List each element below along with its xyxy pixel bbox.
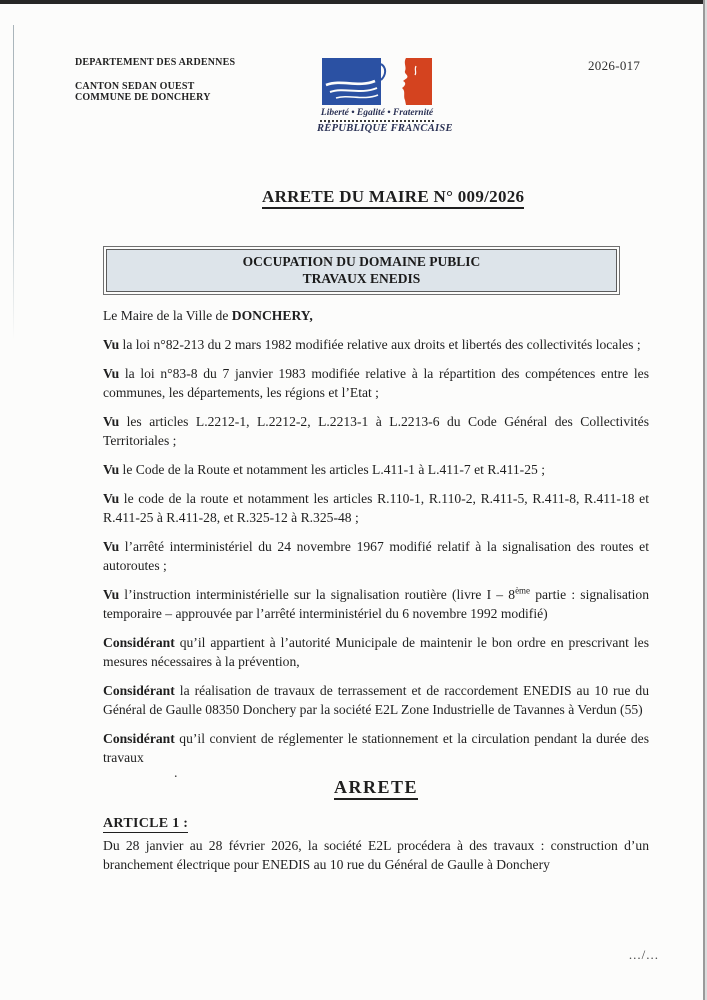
paragraph: Considérant qu’il appartient à l’autorité Municipale de maintenir le bon ordre en prescrivant les mesures nécessaires à la prévention, — [103, 635, 649, 669]
republic-label: RÉPUBLIQUE FRANCAISE — [317, 123, 453, 134]
paragraph: Vu l’arrêté interministériel du 24 novembre 1967 modifié relatif à la signalisation des routes et autoroutes ; — [103, 539, 649, 573]
scan-right-edge-artifact — [703, 0, 705, 1000]
decree-title: ARRETE DU MAIRE N° 009/2026 — [262, 187, 524, 207]
paragraph: Vu l’instruction interministérielle sur la signalisation routière (livre I – 8ème partie : signalisation temporaire – approuvée par l’arrêté interministériel du 6 novembre 1992 modifié) — [103, 585, 649, 621]
article-1-body: Du 28 janvier au 28 février 2026, la société E2L procédera à des travaux : construction d’un branchement électrique pour ENEDIS au 10 rue du Général de Gaulle à Donchery — [103, 838, 649, 872]
paragraphs — [103, 306, 649, 767]
scan-left-edge-artifact — [13, 25, 14, 340]
commune-name: COMMUNE DE DONCHERY — [75, 92, 211, 103]
subject-box — [103, 246, 620, 295]
paragraph: Vu le code de la route et notamment les articles R.110-1, R.110-2, R.411-5, R.411-8, R.411-18 et R.411-25 à R.411-28, et R.325-12 à R.325-48 ; — [103, 491, 649, 525]
paragraph: Vu la loi n°83-8 du 7 janvier 1983 modifiée relative à la répartition des compétences entre les communes, les départements, les régions et l’Etat ; — [103, 366, 649, 400]
republic-motto: Liberté • Egalité • Fraternité — [320, 108, 434, 118]
paragraph: Vu le Code de la Route et notamment les articles L.411-1 à L.411-7 et R.411-25 ; — [103, 462, 545, 477]
letterhead — [75, 57, 235, 104]
article-1-heading: ARTICLE 1 : — [103, 816, 189, 831]
continuation-mark: .../... — [628, 947, 659, 962]
subject-line-1: OCCUPATION DU DOMAINE PUBLIC — [242, 254, 481, 269]
scan-top-edge-artifact — [0, 0, 707, 4]
paragraph: Vu la loi n°82-213 du 2 mars 1982 modifiée relative aux droits et libertés des collectivités locales ; — [103, 337, 641, 352]
subject-line-2: TRAVAUX ENEDIS — [302, 271, 421, 286]
decree-heading: ARRETE — [103, 777, 649, 798]
canton-name: CANTON SEDAN OUEST — [75, 80, 195, 92]
decree-body — [103, 306, 649, 874]
department-name: DEPARTEMENT DES ARDENNES — [75, 57, 236, 68]
paragraph: Considérant qu’il convient de réglementer le stationnement et la circulation pendant la durée des travaux — [103, 731, 649, 765]
paragraph: Le Maire de la Ville de DONCHERY, — [103, 308, 313, 323]
reference-number: 2026-017 — [588, 58, 641, 73]
paragraph: Considérant la réalisation de travaux de terrassement et de raccordement ENEDIS au 10 rue du Général de Gaulle 08350 Donchery par la société E2L Zone Industrielle de Tavannes à Verdun (55) — [103, 683, 649, 717]
paragraph: Vu les articles L.2212-1, L.2212-2, L.2213-1 à L.2213-6 du Code Général des Collectivités Territoriales ; — [103, 414, 649, 448]
stray-mark-artifact: . — [174, 766, 178, 781]
french-republic-emblem — [317, 58, 453, 134]
marianne-logo-icon — [322, 58, 432, 105]
dotted-separator — [320, 120, 434, 122]
